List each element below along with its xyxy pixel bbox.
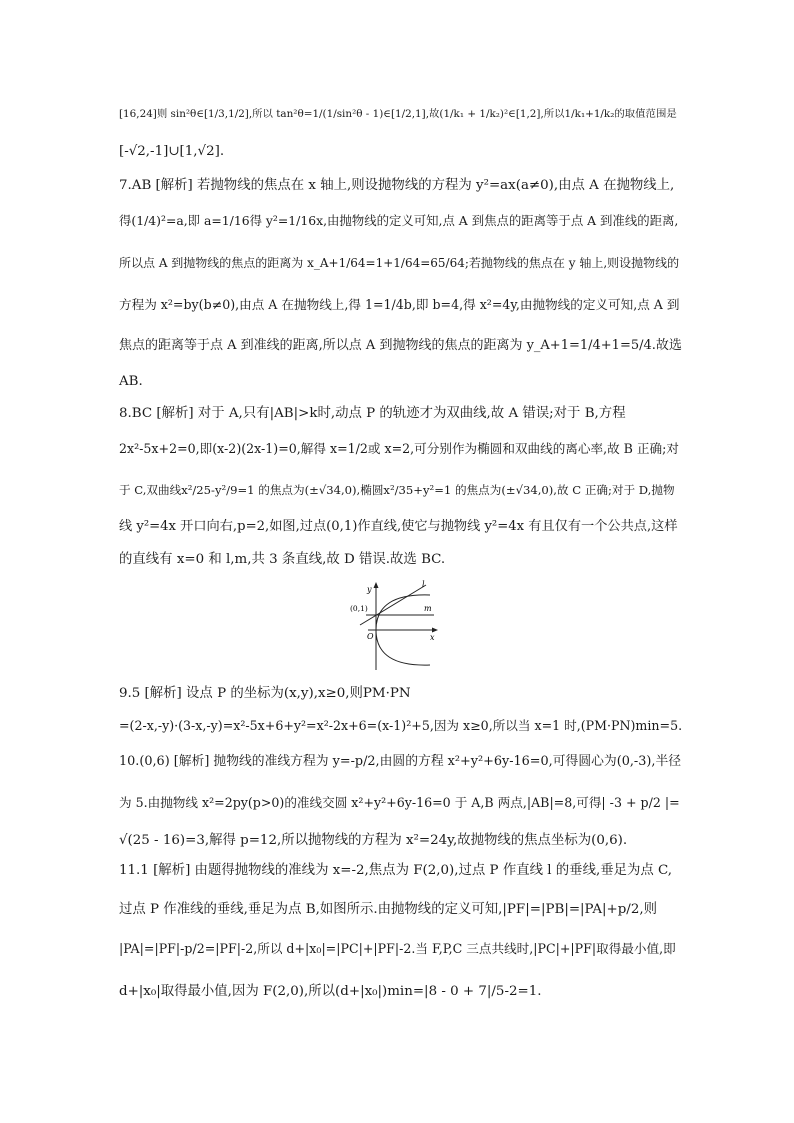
point-label: (0,1)	[350, 604, 368, 613]
line-4: 得(1/4)²=a,即 a=1/16得 y²=1/16x,由抛物线的定义可知,点 A 到焦点的距离等于点 A 到准线的距离,	[119, 213, 679, 228]
line-19: 11.1 [解析] 由题得抛物线的准线为 x=-2,焦点为 F(2,0),过点 P 作直线 l 的垂线,垂足为点 C,	[119, 863, 673, 878]
line-11: 于 C,双曲线x²/25-y²/9=1 的焦点为(±√34,0),椭圆x²/35+y²=1 的焦点为(±√34,0),故 C 正确;对于 D,抛物	[119, 483, 675, 497]
line-7: 焦点的距离等于点 A 到准线的距离,所以点 A 到抛物线的焦点的距离为 y_A+1=1/4+1=5/4.故选	[119, 338, 682, 353]
line-3: 7.AB [解析] 若抛物线的焦点在 x 轴上,则设抛物线的方程为 y²=ax(a≠0),由点 A 在抛物线上,	[119, 178, 675, 193]
x-axis-label: x	[430, 633, 435, 642]
line-1: [16,24]则 sin²θ∈[1/3,1/2],所以 tan²θ=1/(1/sin²θ - 1)∈[1/2,1],故(1/k₁ + 1/k₂)²∈[1,2],所以1/k₁+1/k₂的取值范围是	[119, 108, 677, 120]
line-21: |PA|=|PF|-p/2=|PF|-2,所以 d+|x₀|=|PC|+|PF|-2.当 F,P,C 三点共线时,|PC|+|PF|取得最小值,即	[119, 941, 676, 956]
line-10: 2x²-5x+2=0,即(x-2)(2x-1)=0,解得 x=1/2或 x=2,可分别作为椭圆和双曲线的离心率,故 B 正确;对	[119, 441, 679, 456]
line-18: √(25 - 16)=3,解得 p=12,所以抛物线的方程为 x²=24y,故抛物线的焦点坐标为(0,6).	[119, 833, 628, 848]
line-6: 方程为 x²=by(b≠0),由点 A 在抛物线上,得 1=1/4b,即 b=4,得 x²=4y,由抛物线的定义可知,点 A 到	[119, 297, 680, 312]
x-axis-arrow-icon	[432, 628, 438, 633]
parabola-diagram	[350, 578, 450, 674]
line-20: 过点 P 作准线的垂线,垂足为点 B,如图所示.由抛物线的定义可知,|PF|=|PB|=|PA|+p/2,则	[119, 902, 657, 917]
y-axis-arrow-icon	[374, 582, 379, 588]
line-5: 所以点 A 到抛物线的焦点的距离为 x_A+1/64=1+1/64=65/64;若抛物线的焦点在 y 轴上,则设抛物线的	[119, 256, 680, 270]
line-22: d+|x₀|取得最小值,因为 F(2,0),所以(d+|x₀|)min=|8 - 0 + 7|/5-2=1.	[119, 984, 542, 999]
line-13: 的直线有 x=0 和 l,m,共 3 条直线,故 D 错误.故选 BC.	[119, 552, 446, 567]
parabola-figure	[350, 578, 450, 674]
line-8: AB.	[119, 374, 143, 389]
line-14: 9.5 [解析] 设点 P 的坐标为(x,y),x≥0,则PM·PN	[119, 686, 411, 701]
line-l-label: l	[422, 580, 425, 589]
line-2: [-√2,-1]∪[1,√2].	[119, 144, 225, 159]
line-m-label: m	[424, 604, 432, 613]
line-15: =(2-x,-y)·(3-x,-y)=x²-5x+6+y²=x²-2x+6=(x-1)²+5,因为 x≥0,所以当 x=1 时,(PM·PN)min=5.	[119, 718, 683, 733]
line-9: 8.BC [解析] 对于 A,只有|AB|>k时,动点 P 的轨迹才为双曲线,故 A 错误;对于 B,方程	[119, 406, 626, 421]
line-17: 为 5.由抛物线 x²=2py(p>0)的准线交圆 x²+y²+6y-16=0 于 A,B 两点,|AB|=8,可得| -3 + p/2 |=	[119, 795, 680, 810]
y-axis-label: y	[367, 585, 372, 594]
line-12: 线 y²=4x 开口向右,p=2,如图,过点(0,1)作直线,使它与抛物线 y²=4x 有且仅有一个公共点,这样	[119, 519, 678, 534]
origin-label: O	[367, 632, 374, 641]
line-16: 10.(0,6) [解析] 抛物线的准线方程为 y=-p/2,由圆的方程 x²+y²+6y-16=0,可得圆心为(0,-3),半径	[119, 754, 682, 769]
